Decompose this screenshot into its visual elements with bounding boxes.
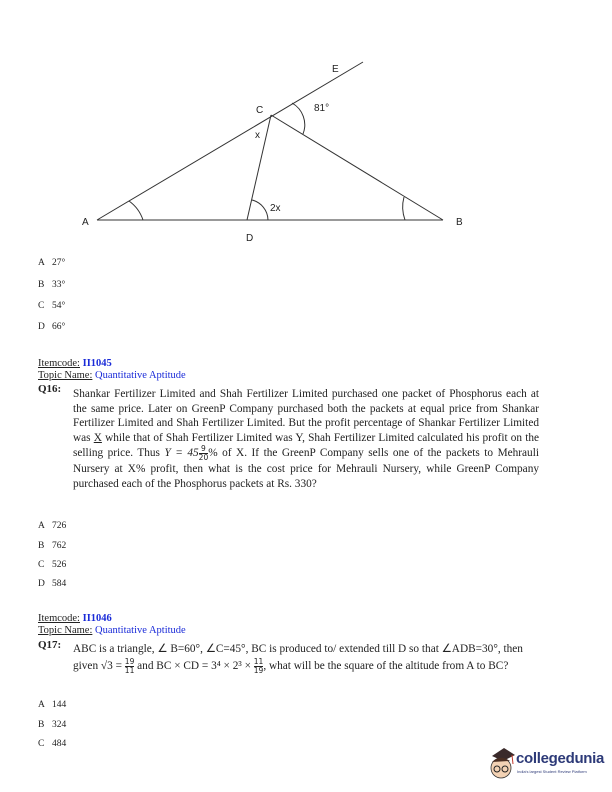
line-ae: [97, 62, 363, 220]
fraction: $\frac{9}{20}$: [198, 444, 209, 463]
mascot-icon: [488, 746, 516, 784]
option-text: 54°: [52, 301, 66, 311]
option-b[interactable]: [38, 720, 66, 730]
logo-name: collegedunia: [516, 750, 605, 767]
label-c: C: [256, 105, 264, 116]
option-letter: C: [38, 739, 45, 749]
option-d[interactable]: [38, 322, 65, 332]
itemcode-value: II1046: [82, 613, 112, 624]
option-text: 484: [52, 739, 67, 749]
itemcode-value: II1045: [82, 358, 112, 369]
option-text: 762: [52, 541, 67, 551]
itemcode-q16: [38, 358, 112, 370]
question-text-q16: [73, 387, 539, 492]
option-a[interactable]: [38, 258, 65, 268]
angle-arc-a: [129, 201, 143, 220]
topic-label: Topic Name:: [38, 625, 93, 636]
option-text: 584: [52, 579, 67, 589]
option-b[interactable]: [38, 280, 65, 290]
option-c[interactable]: [38, 301, 65, 311]
triangle-diagram: [0, 0, 612, 250]
text: , what will be the square of the altitude from A to BC?: [263, 660, 509, 673]
option-text: 324: [52, 720, 67, 730]
fraction: $\frac{11}{19}$: [253, 657, 264, 675]
itemcode-q17: [38, 613, 112, 625]
question-number: Q16:: [38, 383, 62, 395]
angle-arc-b: [403, 197, 405, 220]
label-81: 81°: [314, 103, 330, 114]
text: ABC is a triangle, ∠ B=60°, ∠C=45°, BC is produced to/ extended till D so that ∠ADB=30°, then given √3 =: [73, 643, 523, 673]
itemcode-label: Itemcode:: [38, 358, 80, 369]
option-letter: A: [38, 521, 45, 531]
topic-q17: [38, 625, 186, 637]
text: Shankar Fertilizer Limited and Shah Fertilizer Limited purchased one packet of Phosphorus each at the same price. Later on GreenP Company purchased both the packets at equal price from Shankar Fertilizer Limited and Shah Fertilizer Limited. But the profit percentage of Shankar Fertilizer Limited was: [73, 388, 539, 444]
option-a[interactable]: [38, 700, 66, 710]
text: while that of Shah Fertilizer Limited was Y, Shah Fertilizer Limited calculated his profit on the selling price. Thus: [73, 431, 540, 460]
question-text-q17: [73, 641, 539, 675]
option-b[interactable]: [38, 541, 66, 551]
label-b: B: [456, 217, 463, 228]
option-letter: B: [38, 541, 45, 551]
option-letter: C: [38, 301, 45, 311]
topic-q16: [38, 370, 186, 382]
option-d[interactable]: [38, 579, 66, 589]
question-number: Q17:: [38, 639, 62, 651]
topic-value: Quantitative Aptitude: [95, 625, 186, 636]
option-c[interactable]: [38, 560, 66, 570]
label-2x: 2x: [270, 203, 281, 214]
label-e: E: [332, 64, 339, 75]
collegedunia-logo: [488, 744, 612, 788]
logo-tagline: India's largest Student Review Platform: [517, 769, 587, 774]
itemcode-label: Itemcode:: [38, 613, 80, 624]
fraction: $\frac{19}{11}$: [124, 657, 135, 675]
formula: Y = 45: [164, 447, 199, 460]
line-cb: [271, 115, 443, 220]
option-text: 27°: [52, 258, 66, 268]
option-letter: D: [38, 579, 45, 589]
angle-arc-d: [252, 200, 268, 220]
option-a[interactable]: [38, 521, 66, 531]
text-x: X: [93, 431, 102, 444]
option-letter: D: [38, 322, 45, 332]
option-text: 726: [52, 521, 67, 531]
topic-value: Quantitative Aptitude: [95, 370, 186, 381]
text: and BC × CD = 3⁴ × 2³ ×: [137, 660, 251, 673]
option-letter: B: [38, 280, 45, 290]
label-a: A: [82, 217, 89, 228]
topic-label: Topic Name:: [38, 370, 93, 381]
option-letter: C: [38, 560, 45, 570]
option-letter: A: [38, 258, 45, 268]
label-d: D: [246, 233, 254, 244]
option-text: 33°: [52, 280, 66, 290]
option-text: 526: [52, 560, 67, 570]
label-x: x: [255, 130, 260, 141]
option-text: 144: [52, 700, 67, 710]
option-text: 66°: [52, 322, 66, 332]
option-c[interactable]: [38, 739, 66, 749]
option-letter: A: [38, 700, 45, 710]
text: % of X. If the GreenP Company sells one of the packets to Mehrauli Nursery at X% profit, then what is the cost price for Mehrauli Nursery, while GreenP Company purchased each of the Phosphorus packets at Rs. 330?: [73, 447, 539, 490]
option-letter: B: [38, 720, 45, 730]
